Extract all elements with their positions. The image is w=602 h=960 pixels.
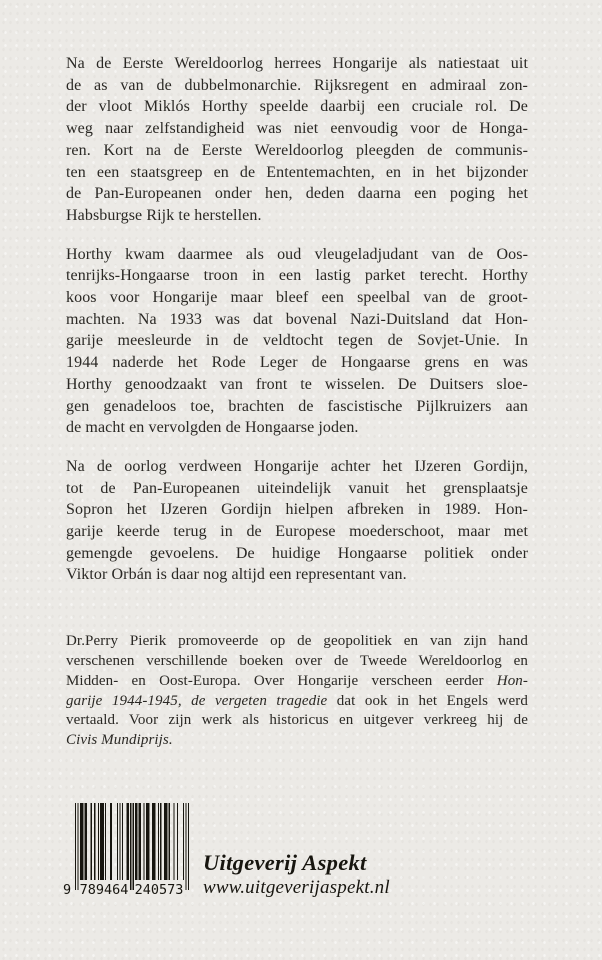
text-line: Horthy kwam daarmee als oud vleugeladjudant van de Oos- (66, 245, 528, 263)
text-line: weg naar zelfstandigheid was niet eenvoudig voor de Honga- (66, 120, 528, 138)
text-line: de as van de dubbelmonarchie. Rijksregent en admiraal zon- (66, 76, 528, 94)
text-line: Horthy genoodzaakt van front te wisselen. De Duitsers sloe- (66, 375, 528, 393)
text-line: koos voor Hongarije maar bleef een speelbal van de groot- (66, 289, 528, 307)
publisher-website: www.uitgeverijaspekt.nl (203, 877, 390, 898)
text-line: garije keerde terug in de Europese moederschoot, maar met (66, 523, 528, 541)
text-line: garije meesleurde in de veldtocht tegen de Sovjet-Unie. In (66, 332, 528, 350)
text-line: Sopron het IJzeren Gordijn hielpen afbreken in 1989. Hon- (66, 501, 528, 519)
text-line: Viktor Orbán is daar nog altijd een representant van. (66, 566, 407, 584)
blurb-paragraph-3 (66, 456, 528, 586)
barcode-bars (75, 803, 189, 890)
text-line: tenrijks-Hongaarse troon in een lastig parket terecht. Horthy (66, 267, 528, 285)
barcode-lead-digit: 9 (63, 882, 72, 898)
publisher-name: Uitgeverij Aspekt (203, 850, 367, 875)
text-line: tot de Pan-Europeanen uiteindelijk vanuit het grensplaatsje (66, 479, 528, 497)
text-line: Na de oorlog verdween Hongarije achter het IJzeren Gordijn, (66, 457, 528, 475)
back-cover-text-block (66, 53, 528, 751)
text-line: vertaald. Voor zijn werk als historicus en uitgever verkreeg hij de (66, 712, 528, 729)
text-line: machten. Na 1933 was dat bovenal Nazi-Duitsland dat Hon- (66, 310, 528, 328)
barcode-left-digits: 789464 (79, 882, 129, 898)
text-line: gen genadeloos toe, brachten de fascistische Pijlkruizers aan (66, 397, 528, 415)
text-line: Dr.Perry Pierik promoveerde op de geopolitiek en van zijn hand (66, 633, 528, 650)
publisher-block (203, 849, 390, 899)
text-line: 1944 naderde het Rode Leger de Hongaarse grens en was (66, 354, 528, 372)
author-bio (66, 632, 528, 751)
text-line: Midden- en Oost-Europa. Over Hongarije verscheen eerder Hon- (66, 672, 528, 689)
text-line: Habsburgse Rijk te herstellen. (66, 206, 262, 224)
text-line: de macht en vervolgden de Hongaarse joden. (66, 419, 359, 437)
blurb-paragraph-1 (66, 53, 528, 227)
isbn-barcode (63, 803, 189, 898)
text-line: ren. Kort na de Eerste Wereldoorlog pleegden de communis- (66, 141, 528, 159)
text-line: garije 1944-1945, de vergeten tragedie dat ook in het Engels werd (66, 692, 528, 709)
text-line: de Pan-Europeanen onder hen, deden daarna een poging het (66, 185, 528, 203)
text-line: verschenen verschillende boeken over de Tweede Wereldoorlog en (66, 652, 528, 669)
barcode-right-digits: 240573 (134, 882, 184, 898)
text-line: Na de Eerste Wereldoorlog herrees Hongarije als natiestaat uit (66, 55, 528, 72)
text-line: gemengde gevoelens. De huidige Hongaarse politiek onder (66, 544, 528, 562)
text-line: ten een staatsgreep en de Ententemachten, en in het bijzonder (66, 163, 528, 181)
text-line: der vloot Miklós Horthy speelde daarbij een cruciale rol. De (66, 98, 528, 116)
text-line: Civis Mundiprijs. (66, 732, 173, 749)
blurb-paragraph-2 (66, 244, 528, 439)
